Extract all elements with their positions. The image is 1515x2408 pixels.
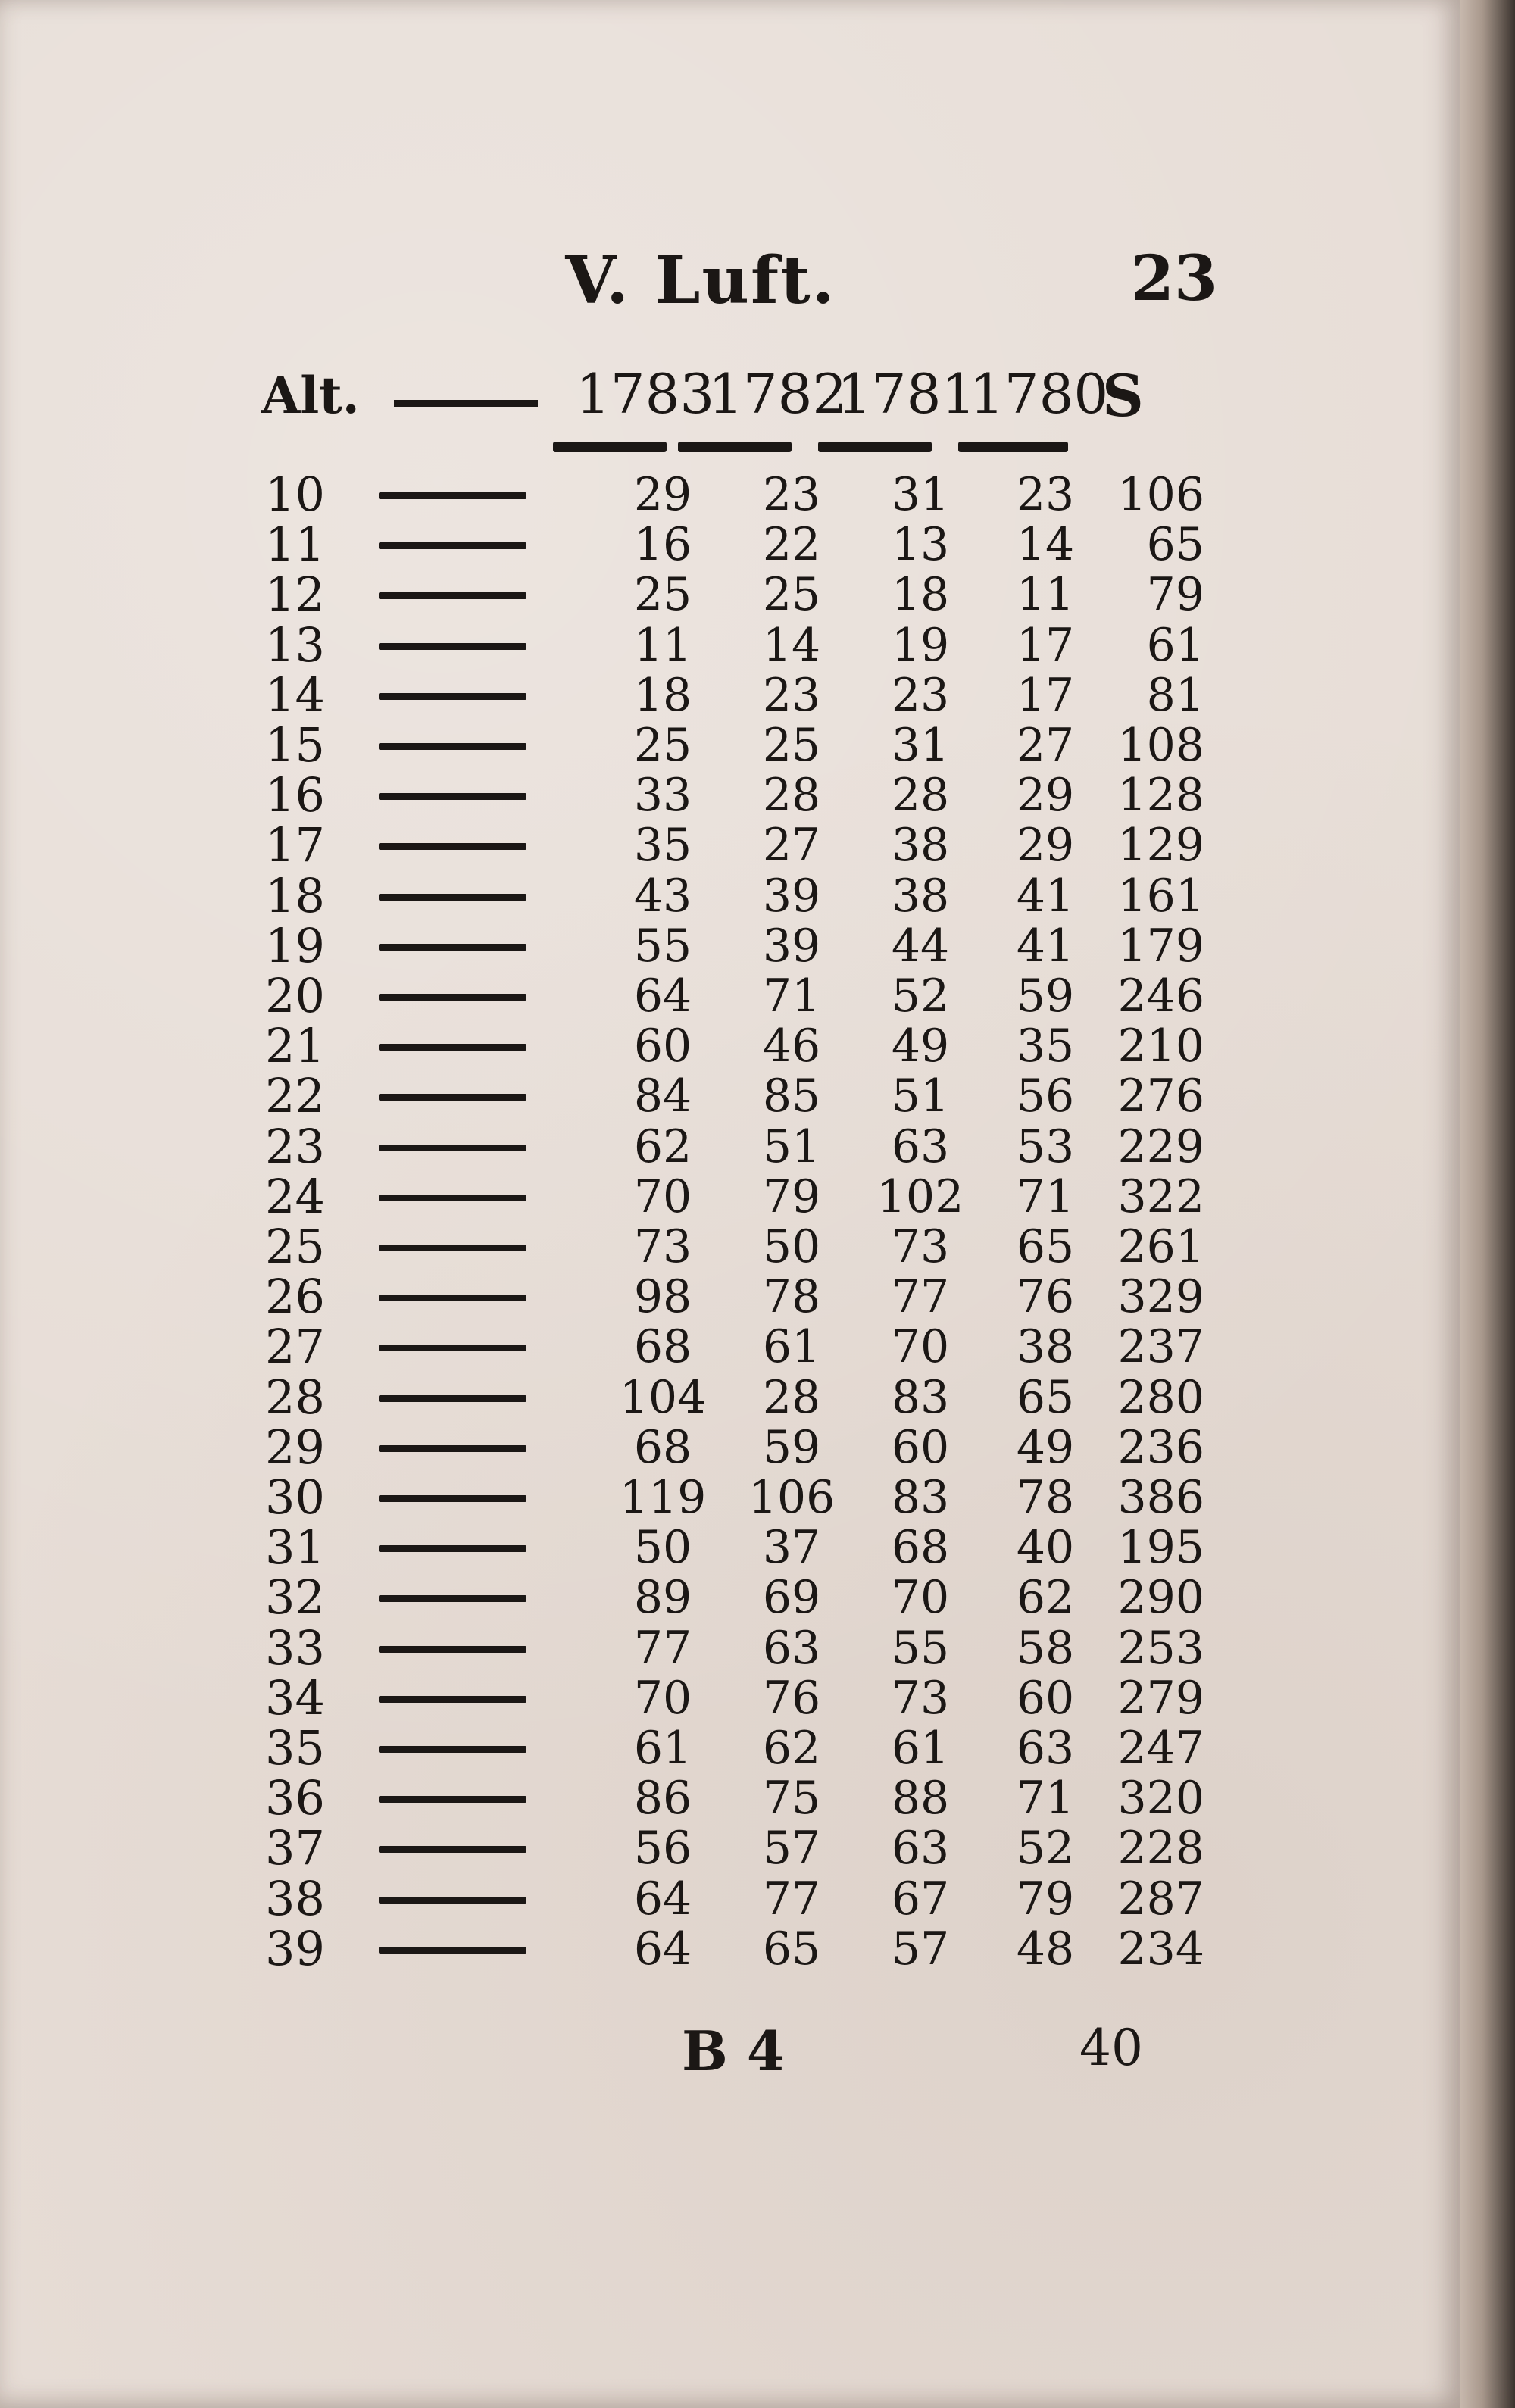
row-dash xyxy=(379,1445,526,1452)
age-cell: 14 xyxy=(265,667,325,723)
value-cell-1780: 76 xyxy=(1016,1270,1075,1324)
value-cell-1781: 70 xyxy=(891,1571,950,1625)
value-cell-1783: 84 xyxy=(633,1070,692,1123)
value-cell-1782: 77 xyxy=(762,1872,821,1925)
value-cell-1782: 62 xyxy=(762,1722,821,1775)
sum-cell: 261 xyxy=(1117,1220,1204,1273)
age-cell: 31 xyxy=(265,1519,325,1576)
value-cell-1781: 44 xyxy=(891,919,950,973)
sum-cell: 386 xyxy=(1117,1471,1204,1524)
value-cell-1781: 31 xyxy=(891,719,950,772)
age-cell: 37 xyxy=(265,1820,325,1876)
sum-cell: 329 xyxy=(1117,1270,1204,1324)
row-dash xyxy=(379,592,526,599)
table-row xyxy=(0,1870,1460,1926)
value-cell-1780: 58 xyxy=(1016,1621,1075,1675)
table-row xyxy=(0,1920,1460,1976)
value-cell-1783: 25 xyxy=(633,568,692,622)
sum-cell: 279 xyxy=(1117,1671,1204,1725)
sum-cell: 246 xyxy=(1117,970,1204,1023)
table-row xyxy=(0,1770,1460,1826)
header-underline xyxy=(553,442,667,452)
age-cell: 19 xyxy=(265,917,325,973)
page-title: V. Luft. xyxy=(565,242,836,319)
age-cell: 24 xyxy=(265,1168,325,1224)
sum-cell: 287 xyxy=(1117,1872,1204,1925)
row-dash xyxy=(379,843,526,850)
table-row xyxy=(0,968,1460,1023)
age-cell: 35 xyxy=(265,1720,325,1776)
row-dash xyxy=(379,894,526,901)
age-cell: 20 xyxy=(265,968,325,1023)
value-cell-1783: 70 xyxy=(633,1170,692,1223)
row-dash xyxy=(379,1897,526,1904)
value-cell-1783: 64 xyxy=(633,970,692,1023)
value-cell-1782: 85 xyxy=(762,1070,821,1123)
value-cell-1782: 25 xyxy=(762,719,821,772)
value-cell-1782: 51 xyxy=(762,1120,821,1173)
age-cell: 13 xyxy=(265,617,325,673)
value-cell-1780: 53 xyxy=(1016,1120,1075,1173)
value-cell-1783: 18 xyxy=(633,668,692,722)
value-cell-1782: 23 xyxy=(762,468,821,521)
age-cell: 32 xyxy=(265,1569,325,1626)
row-dash xyxy=(379,1195,526,1201)
value-cell-1781: 77 xyxy=(891,1270,950,1324)
value-cell-1781: 73 xyxy=(891,1671,950,1725)
value-cell-1781: 31 xyxy=(891,468,950,521)
table-row xyxy=(0,617,1460,673)
age-cell: 36 xyxy=(265,1770,325,1826)
table-row xyxy=(0,567,1460,623)
value-cell-1783: 43 xyxy=(633,869,692,923)
table-row xyxy=(0,1669,1460,1726)
table-row xyxy=(0,1068,1460,1124)
value-cell-1782: 71 xyxy=(762,970,821,1023)
age-cell: 23 xyxy=(265,1118,325,1174)
row-dash xyxy=(379,1145,526,1151)
value-cell-1781: 70 xyxy=(891,1320,950,1374)
age-cell: 18 xyxy=(265,867,325,923)
value-cell-1780: 27 xyxy=(1016,719,1075,772)
value-cell-1782: 76 xyxy=(762,1671,821,1725)
age-cell: 34 xyxy=(265,1669,325,1726)
sum-header: S xyxy=(1102,362,1144,429)
value-cell-1781: 88 xyxy=(891,1772,950,1826)
age-cell: 25 xyxy=(265,1219,325,1274)
value-cell-1782: 28 xyxy=(762,1370,821,1424)
table-row xyxy=(0,1569,1460,1626)
value-cell-1780: 52 xyxy=(1016,1822,1075,1875)
value-cell-1780: 17 xyxy=(1016,618,1075,672)
value-cell-1780: 71 xyxy=(1016,1772,1075,1826)
value-cell-1782: 61 xyxy=(762,1320,821,1374)
age-cell: 29 xyxy=(265,1419,325,1475)
value-cell-1780: 14 xyxy=(1016,518,1075,572)
value-cell-1781: 57 xyxy=(891,1922,950,1975)
value-cell-1780: 65 xyxy=(1016,1220,1075,1273)
value-cell-1781: 18 xyxy=(891,568,950,622)
row-label-header: Alt. xyxy=(261,366,360,425)
value-cell-1783: 70 xyxy=(633,1671,692,1725)
sum-cell: 237 xyxy=(1117,1320,1204,1374)
value-cell-1781: 23 xyxy=(891,668,950,722)
value-cell-1781: 102 xyxy=(876,1170,964,1223)
value-cell-1780: 23 xyxy=(1016,468,1075,521)
sum-cell: 229 xyxy=(1117,1120,1204,1173)
value-cell-1780: 38 xyxy=(1016,1320,1075,1374)
value-cell-1783: 62 xyxy=(633,1120,692,1173)
page-number: 23 xyxy=(1130,242,1218,315)
value-cell-1783: 64 xyxy=(633,1872,692,1925)
table-row xyxy=(0,1619,1460,1676)
value-cell-1780: 63 xyxy=(1016,1722,1075,1775)
value-cell-1783: 98 xyxy=(633,1270,692,1324)
sum-cell: 129 xyxy=(1117,819,1204,873)
value-cell-1780: 35 xyxy=(1016,1020,1075,1073)
table-row xyxy=(0,1269,1460,1325)
table-row xyxy=(0,1519,1460,1576)
row-dash xyxy=(379,693,526,700)
sum-cell: 290 xyxy=(1117,1571,1204,1625)
value-cell-1781: 38 xyxy=(891,869,950,923)
value-cell-1782: 79 xyxy=(762,1170,821,1223)
header-underline xyxy=(678,442,792,452)
value-cell-1782: 23 xyxy=(762,668,821,722)
sum-cell: 234 xyxy=(1117,1922,1204,1975)
value-cell-1782: 59 xyxy=(762,1420,821,1474)
sum-cell: 320 xyxy=(1117,1772,1204,1826)
value-cell-1782: 106 xyxy=(748,1471,836,1524)
row-dash xyxy=(379,1696,526,1703)
row-dash xyxy=(379,1595,526,1602)
row-dash xyxy=(379,1044,526,1051)
value-cell-1780: 62 xyxy=(1016,1571,1075,1625)
age-cell: 21 xyxy=(265,1018,325,1074)
table-row xyxy=(0,467,1460,522)
value-cell-1782: 57 xyxy=(762,1822,821,1875)
age-cell: 16 xyxy=(265,767,325,823)
age-cell: 33 xyxy=(265,1619,325,1676)
value-cell-1783: 25 xyxy=(633,719,692,772)
value-cell-1783: 68 xyxy=(633,1420,692,1474)
table-row xyxy=(0,717,1460,773)
table-row xyxy=(0,1469,1460,1525)
value-cell-1783: 64 xyxy=(633,1922,692,1975)
value-cell-1783: 86 xyxy=(633,1772,692,1826)
value-cell-1783: 11 xyxy=(633,618,692,672)
value-cell-1783: 50 xyxy=(633,1521,692,1575)
value-cell-1781: 28 xyxy=(891,769,950,823)
sum-cell: 81 xyxy=(1146,668,1204,722)
row-dash xyxy=(379,542,526,549)
value-cell-1782: 37 xyxy=(762,1521,821,1575)
row-dash xyxy=(379,1947,526,1954)
row-dash xyxy=(379,1846,526,1853)
sum-cell: 228 xyxy=(1117,1822,1204,1875)
value-cell-1780: 59 xyxy=(1016,970,1075,1023)
value-cell-1780: 41 xyxy=(1016,919,1075,973)
value-cell-1782: 22 xyxy=(762,518,821,572)
sum-cell: 179 xyxy=(1117,919,1204,973)
value-cell-1782: 46 xyxy=(762,1020,821,1073)
header-underline xyxy=(958,442,1068,452)
value-cell-1783: 73 xyxy=(633,1220,692,1273)
value-cell-1782: 69 xyxy=(762,1571,821,1625)
sum-cell: 79 xyxy=(1146,568,1204,622)
value-cell-1783: 56 xyxy=(633,1822,692,1875)
age-cell: 38 xyxy=(265,1870,325,1926)
row-dash xyxy=(379,1245,526,1251)
value-cell-1781: 63 xyxy=(891,1822,950,1875)
value-cell-1783: 16 xyxy=(633,518,692,572)
header-underline xyxy=(818,442,932,452)
value-cell-1781: 55 xyxy=(891,1621,950,1675)
value-cell-1783: 55 xyxy=(633,919,692,973)
year-header-1783: 1783 xyxy=(576,362,715,426)
value-cell-1782: 27 xyxy=(762,819,821,873)
value-cell-1780: 71 xyxy=(1016,1170,1075,1223)
age-cell: 10 xyxy=(265,467,325,522)
value-cell-1782: 28 xyxy=(762,769,821,823)
value-cell-1780: 17 xyxy=(1016,668,1075,722)
table-row xyxy=(0,1419,1460,1475)
value-cell-1781: 38 xyxy=(891,819,950,873)
value-cell-1781: 73 xyxy=(891,1220,950,1273)
sum-cell: 280 xyxy=(1117,1370,1204,1424)
sum-cell: 161 xyxy=(1117,869,1204,923)
value-cell-1781: 83 xyxy=(891,1370,950,1424)
table-row xyxy=(0,517,1460,573)
value-cell-1783: 33 xyxy=(633,769,692,823)
value-cell-1782: 78 xyxy=(762,1270,821,1324)
table-row xyxy=(0,1369,1460,1425)
table-row xyxy=(0,1319,1460,1375)
age-cell: 15 xyxy=(265,717,325,773)
table-row xyxy=(0,1118,1460,1174)
table-row xyxy=(0,1018,1460,1074)
sum-cell: 108 xyxy=(1117,719,1204,772)
sum-cell: 276 xyxy=(1117,1070,1204,1123)
value-cell-1783: 68 xyxy=(633,1320,692,1374)
table-row xyxy=(0,667,1460,723)
value-cell-1783: 29 xyxy=(633,468,692,521)
value-cell-1783: 89 xyxy=(633,1571,692,1625)
row-dash xyxy=(379,1395,526,1402)
value-cell-1781: 67 xyxy=(891,1872,950,1925)
row-dash xyxy=(379,743,526,750)
age-cell: 39 xyxy=(265,1920,325,1976)
table-row xyxy=(0,817,1460,873)
sum-cell: 65 xyxy=(1146,518,1204,572)
value-cell-1782: 14 xyxy=(762,618,821,672)
row-dash xyxy=(379,1746,526,1753)
sum-cell: 322 xyxy=(1117,1170,1204,1223)
value-cell-1780: 11 xyxy=(1016,568,1075,622)
value-cell-1780: 56 xyxy=(1016,1070,1075,1123)
age-cell: 27 xyxy=(265,1319,325,1375)
sum-cell: 210 xyxy=(1117,1020,1204,1073)
row-dash xyxy=(379,1495,526,1502)
value-cell-1781: 51 xyxy=(891,1070,950,1123)
sum-cell: 236 xyxy=(1117,1420,1204,1474)
value-cell-1783: 77 xyxy=(633,1621,692,1675)
row-dash xyxy=(379,793,526,800)
value-cell-1780: 41 xyxy=(1016,869,1075,923)
row-dash xyxy=(379,1345,526,1351)
table-row xyxy=(0,1820,1460,1876)
row-dash xyxy=(379,1646,526,1653)
header-dash xyxy=(394,400,538,407)
age-cell: 11 xyxy=(265,517,325,573)
table-row xyxy=(0,1219,1460,1274)
value-cell-1780: 40 xyxy=(1016,1521,1075,1575)
value-cell-1781: 13 xyxy=(891,518,950,572)
table-row xyxy=(0,767,1460,823)
value-cell-1780: 29 xyxy=(1016,819,1075,873)
value-cell-1783: 104 xyxy=(619,1370,707,1424)
row-dash xyxy=(379,1796,526,1803)
row-dash xyxy=(379,1295,526,1301)
year-header-1781: 1781 xyxy=(837,362,976,426)
signature-mark: B 4 xyxy=(682,2019,786,2083)
value-cell-1781: 49 xyxy=(891,1020,950,1073)
age-cell: 22 xyxy=(265,1068,325,1124)
year-header-1780: 1780 xyxy=(970,362,1109,426)
table-row xyxy=(0,1168,1460,1224)
value-cell-1781: 52 xyxy=(891,970,950,1023)
value-cell-1783: 60 xyxy=(633,1020,692,1073)
sum-cell: 128 xyxy=(1117,769,1204,823)
value-cell-1780: 78 xyxy=(1016,1471,1075,1524)
value-cell-1783: 61 xyxy=(633,1722,692,1775)
year-header-1782: 1782 xyxy=(708,362,848,426)
value-cell-1780: 79 xyxy=(1016,1872,1075,1925)
value-cell-1781: 60 xyxy=(891,1420,950,1474)
row-dash xyxy=(379,492,526,499)
catchword: 40 xyxy=(1079,2019,1143,2077)
book-edge xyxy=(1460,0,1515,2408)
value-cell-1782: 39 xyxy=(762,869,821,923)
age-cell: 26 xyxy=(265,1269,325,1325)
sum-cell: 195 xyxy=(1117,1521,1204,1575)
value-cell-1780: 29 xyxy=(1016,769,1075,823)
value-cell-1781: 83 xyxy=(891,1471,950,1524)
age-cell: 28 xyxy=(265,1369,325,1425)
value-cell-1781: 68 xyxy=(891,1521,950,1575)
age-cell: 30 xyxy=(265,1469,325,1525)
table-row xyxy=(0,867,1460,923)
value-cell-1781: 63 xyxy=(891,1120,950,1173)
sum-cell: 253 xyxy=(1117,1621,1204,1675)
value-cell-1783: 35 xyxy=(633,819,692,873)
value-cell-1781: 19 xyxy=(891,618,950,672)
value-cell-1782: 63 xyxy=(762,1621,821,1675)
row-dash xyxy=(379,994,526,1001)
table-row xyxy=(0,917,1460,973)
row-dash xyxy=(379,1094,526,1101)
sum-cell: 247 xyxy=(1117,1722,1204,1775)
value-cell-1780: 48 xyxy=(1016,1922,1075,1975)
sum-cell: 61 xyxy=(1146,618,1204,672)
value-cell-1780: 65 xyxy=(1016,1370,1075,1424)
value-cell-1780: 60 xyxy=(1016,1671,1075,1725)
age-cell: 12 xyxy=(265,567,325,623)
row-dash xyxy=(379,643,526,650)
value-cell-1783: 119 xyxy=(619,1471,707,1524)
value-cell-1782: 25 xyxy=(762,568,821,622)
sum-cell: 106 xyxy=(1117,468,1204,521)
value-cell-1781: 61 xyxy=(891,1722,950,1775)
value-cell-1782: 75 xyxy=(762,1772,821,1826)
value-cell-1780: 49 xyxy=(1016,1420,1075,1474)
table-row xyxy=(0,1720,1460,1776)
value-cell-1782: 65 xyxy=(762,1922,821,1975)
age-cell: 17 xyxy=(265,817,325,873)
row-dash xyxy=(379,1545,526,1552)
value-cell-1782: 50 xyxy=(762,1220,821,1273)
value-cell-1782: 39 xyxy=(762,919,821,973)
row-dash xyxy=(379,944,526,951)
